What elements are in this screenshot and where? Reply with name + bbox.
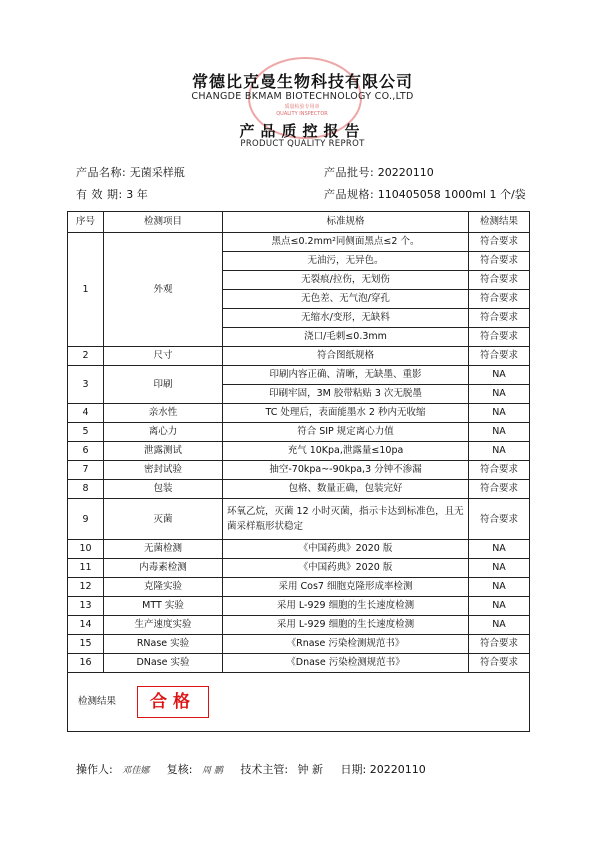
row-result: 符合要求 [469,461,530,480]
row-result: 符合要求 [469,635,530,654]
table-row [68,423,530,442]
validity-value: 3 年 [126,188,148,201]
row-standard: 包格、数量正确，包装完好 [223,480,469,499]
company-name-cn: 常德比克曼生物科技有限公司 [191,72,413,91]
row-item: 包装 [104,480,223,499]
row-standard: 符合图纸规格 [223,347,469,366]
row-item: 尺寸 [104,347,223,366]
row-result: 符合要求 [469,309,530,328]
table-row [68,654,530,673]
row-no: 2 [68,347,104,366]
table-row [68,559,530,578]
row-result: NA [469,404,530,423]
row-result: 符合要求 [469,271,530,290]
table-row [68,635,530,654]
row-result: NA [469,540,530,559]
row-item: 印刷 [104,366,223,404]
row-result: 符合要求 [469,328,530,347]
row-standard: 采用 L-929 细胞的生长速度检测 [223,597,469,616]
row-standard: 《中国药典》2020 版 [223,559,469,578]
row-standard: 抽空-70kpa~-90kpa,3 分钟不渗漏 [223,461,469,480]
date-label: 日期: [340,763,367,776]
table-row [68,233,530,252]
col-header-no: 序号 [68,212,104,233]
supervisor-name: 钟 新 [297,763,324,776]
row-no: 5 [68,423,104,442]
row-no: 4 [68,404,104,423]
row-item: 内毒素检测 [104,559,223,578]
row-result: NA [469,442,530,461]
row-result: 符合要求 [469,347,530,366]
product-name-value: 无菌采样瓶 [129,166,185,179]
row-standard: 采用 Cos7 细胞克隆形成率检测 [223,578,469,597]
batch-label: 产品批号: [324,166,375,179]
signature-row [76,761,426,777]
row-item: 离心力 [104,423,223,442]
table-row [68,404,530,423]
row-no: 14 [68,616,104,635]
row-item: DNase 实验 [104,654,223,673]
date-value: 20220110 [369,763,426,776]
table-row [68,366,530,385]
table-row [68,597,530,616]
row-standard: 环氧乙烷，灭菌 12 小时灭菌，指示卡达到标准色，且无菌采样瓶形状稳定 [223,499,469,540]
product-name-row [76,164,185,180]
result-cell [68,673,530,732]
report-title-en: PRODUCT QUALITY REPROT [240,139,365,149]
row-no: 15 [68,635,104,654]
row-item: 亲水性 [104,404,223,423]
validity-row [76,186,148,202]
row-result: NA [469,385,530,404]
reviewer-label: 复核: [166,763,193,776]
table-row [68,347,530,366]
row-standard: 印刷内容正确、清晰，无缺墨、重影 [223,366,469,385]
row-standard: 黑点≤0.2mm²同侧面黑点≤2 个。 [223,233,469,252]
row-standard: 充气 10Kpa,泄露量≤10pa [223,442,469,461]
row-standard: 无缩水/变形，无缺料 [223,309,469,328]
pass-stamp: 合格 [137,686,209,718]
table-header-row [68,212,530,233]
row-result: NA [469,597,530,616]
table-row [68,578,530,597]
table-row [68,616,530,635]
stamp-line-2: QUALITY INSPECTOR [276,111,328,117]
product-name-label: 产品名称: [76,166,127,179]
row-no: 16 [68,654,104,673]
quality-stamp-text [272,104,332,118]
row-no: 12 [68,578,104,597]
reviewer-signature: 周 鹏 [201,766,223,776]
company-name-en: CHANGDE BKMAM BIOTECHNOLOGY CO.,LTD [191,91,414,102]
table-row [68,480,530,499]
table-row [68,442,530,461]
row-no: 10 [68,540,104,559]
row-standard: 符合 SIP 规定离心力值 [223,423,469,442]
row-no: 13 [68,597,104,616]
row-item: 密封试验 [104,461,223,480]
row-standard: 无色差、无气泡/穿孔 [223,290,469,309]
row-standard: 《Rnase 污染检测规范书》 [223,635,469,654]
row-result: 符合要求 [469,290,530,309]
row-result: 符合要求 [469,654,530,673]
spec-row [324,186,526,202]
row-result: NA [469,423,530,442]
row-standard: 采用 L-929 细胞的生长速度检测 [223,616,469,635]
col-header-standard: 标准规格 [223,212,469,233]
row-item: RNase 实验 [104,635,223,654]
row-standard: 浇口/毛刺≤0.3mm [223,328,469,347]
quality-table [67,211,530,732]
row-standard: 《Dnase 污染检测规范书》 [223,654,469,673]
batch-row [324,164,434,180]
supervisor-label: 技术主管: [240,763,289,776]
row-result: NA [469,616,530,635]
row-item: 泄露测试 [104,442,223,461]
row-no: 6 [68,442,104,461]
stamp-line-1: 质量检验专用章 [284,104,320,110]
row-result: NA [469,366,530,385]
validity-label: 有 效 期: [76,188,123,201]
row-result: 符合要求 [469,252,530,271]
col-header-item: 检测项目 [104,212,223,233]
row-standard: 印刷牢固，3M 胶带粘贴 3 次无脱墨 [223,385,469,404]
row-result: NA [469,559,530,578]
row-result: NA [469,578,530,597]
row-no: 11 [68,559,104,578]
row-no: 3 [68,366,104,404]
row-standard: TC 处理后，表面能墨水 2 秒内无收缩 [223,404,469,423]
row-result: 符合要求 [469,499,530,540]
col-header-result: 检测结果 [469,212,530,233]
spec-value: 110405058 1000ml 1 个/袋 [377,188,526,201]
row-no: 1 [68,233,104,347]
row-result: 符合要求 [469,480,530,499]
table-row [68,461,530,480]
row-item: MTT 实验 [104,597,223,616]
batch-value: 20220110 [377,166,434,179]
row-item: 生产速度实验 [104,616,223,635]
row-standard: 无油污，无异色。 [223,252,469,271]
row-no: 8 [68,480,104,499]
report-title-cn: 产品质控报告 [239,122,366,140]
table-row [68,499,530,540]
row-standard: 无裂痕/拉伤，无划伤 [223,271,469,290]
result-row [68,673,530,732]
operator-label: 操作人: [76,763,113,776]
row-item: 外观 [104,233,223,347]
row-item: 克隆实验 [104,578,223,597]
row-item: 无菌检测 [104,540,223,559]
operator-signature: 邓佳娜 [122,766,150,776]
row-standard: 《中国药典》2020 版 [223,540,469,559]
spec-label: 产品规格: [324,188,375,201]
result-label: 检测结果 [78,696,117,707]
table-row [68,540,530,559]
row-no: 9 [68,499,104,540]
row-item: 灭菌 [104,499,223,540]
row-no: 7 [68,461,104,480]
row-result: 符合要求 [469,233,530,252]
